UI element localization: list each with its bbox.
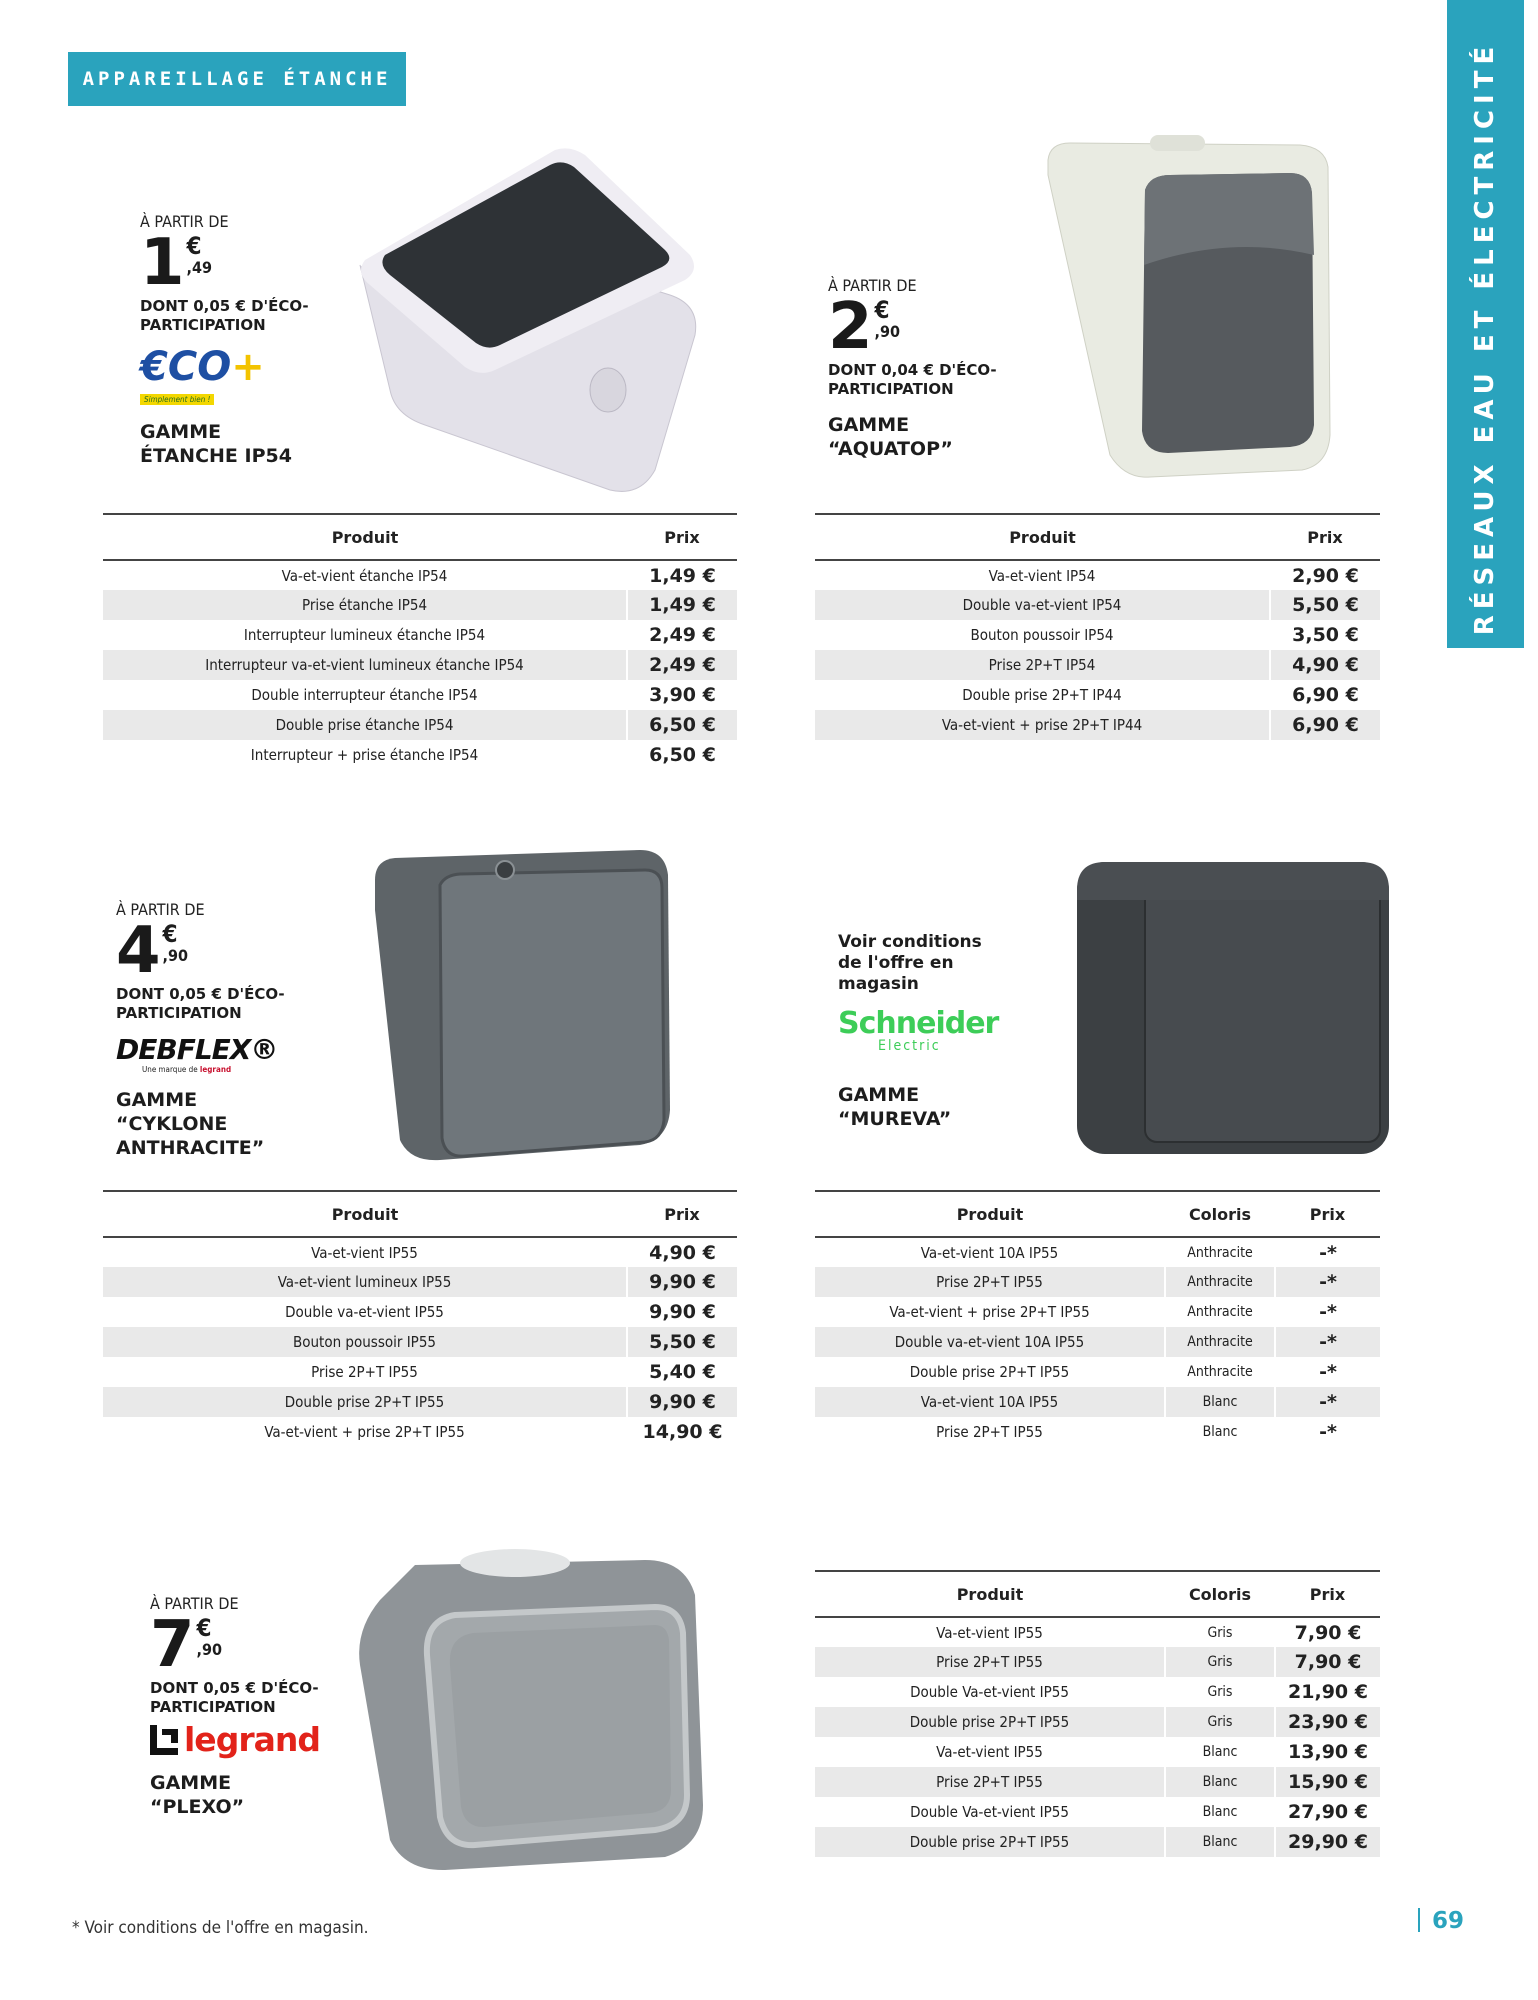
promo-price	[140, 226, 340, 300]
table-header-row	[103, 514, 737, 560]
price-integer: 2	[828, 290, 873, 364]
cell-product: Prise étanche IP54	[103, 590, 627, 620]
cell-product: Prise 2P+T IP55	[936, 1423, 1043, 1441]
table-row	[815, 710, 1380, 740]
table-row	[815, 1267, 1380, 1297]
side-category-band	[1447, 0, 1524, 648]
promo-price	[828, 290, 1028, 364]
table-row	[103, 710, 737, 740]
cell-price: -*	[1275, 1297, 1380, 1327]
col-header-price: Prix	[1275, 1571, 1380, 1617]
table-row	[815, 1297, 1380, 1327]
cell-price: 29,90 €	[1275, 1827, 1380, 1857]
table-row	[103, 1357, 737, 1387]
cell-price: 1,49 €	[627, 590, 737, 620]
cell-product: Va-et-vient IP55	[936, 1743, 1043, 1761]
cell-price: 6,90 €	[1270, 680, 1380, 710]
table-row	[815, 1797, 1380, 1827]
cyklone-price-table	[103, 1190, 737, 1447]
table-row	[815, 590, 1380, 620]
table-body	[815, 1237, 1380, 1447]
cell-product: Va-et-vient lumineux IP55	[103, 1267, 627, 1297]
cell-price: 14,90 €	[627, 1417, 737, 1447]
table-row	[103, 1387, 737, 1417]
table-row	[815, 680, 1380, 710]
cell-product: Interrupteur va-et-vient lumineux étanche IP54	[103, 650, 627, 680]
table-row	[103, 1417, 737, 1447]
eco-logo-plus: +	[231, 344, 265, 390]
cell-color: Blanc	[1165, 1767, 1275, 1797]
cyklone-switch-image	[370, 840, 700, 1170]
table-row	[103, 1237, 737, 1267]
legrand-logo-word: legrand	[184, 1720, 320, 1759]
cell-product: Double prise 2P+T IP55	[815, 1707, 1165, 1737]
from-label: À PARTIR DE	[116, 900, 205, 919]
col-header-product: Produit	[815, 1571, 1165, 1617]
cell-price: 13,90 €	[1275, 1737, 1380, 1767]
from-label: À PARTIR DE	[828, 276, 917, 295]
price-integer: 4	[116, 914, 161, 988]
cell-price: 3,90 €	[627, 680, 737, 710]
cell-product: Bouton poussoir IP54	[970, 626, 1114, 644]
table-header-row	[815, 514, 1380, 560]
col-header-color: Coloris	[1165, 1571, 1275, 1617]
cell-product: Va-et-vient + prise 2P+T IP55	[889, 1303, 1090, 1321]
cell-color: Gris	[1165, 1707, 1275, 1737]
cell-product: Va-et-vient + prise 2P+T IP44	[815, 710, 1270, 740]
price-currency: €	[186, 232, 202, 260]
cell-price: 9,90 €	[627, 1267, 737, 1297]
aquatop-switch-image	[1040, 135, 1340, 485]
cell-price: -*	[1275, 1417, 1380, 1447]
cell-product: Double prise 2P+T IP55	[815, 1827, 1165, 1857]
cell-color: Anthracite	[1165, 1267, 1275, 1297]
table-body	[103, 1237, 737, 1447]
col-header-product: Produit	[815, 514, 1270, 560]
table-row	[815, 560, 1380, 590]
footnote: * Voir conditions de l'offre en magasin.	[72, 1918, 369, 1938]
schneider-logo-word: Schneider	[838, 1006, 999, 1041]
cell-price: 6,50 €	[627, 710, 737, 740]
price-currency: €	[874, 296, 890, 324]
ip54-switch-image	[350, 145, 700, 495]
cell-price: 4,90 €	[1270, 650, 1380, 680]
eco-participation: DONT 0,05 € D'ÉCO-PARTICIPATION	[140, 297, 309, 334]
cell-product: Va-et-vient 10A IP55	[815, 1387, 1165, 1417]
table-row	[815, 1677, 1380, 1707]
cell-product: Double prise étanche IP54	[103, 710, 627, 740]
table-row	[815, 1737, 1380, 1767]
cell-product: Double va-et-vient IP54	[815, 590, 1270, 620]
section-tag: APPAREILLAGE ÉTANCHE	[68, 52, 406, 106]
cell-price: 4,90 €	[627, 1237, 737, 1267]
promo-cyklone	[116, 900, 316, 1160]
debflex-logo-word: DEBFLEX®	[116, 1033, 278, 1066]
cell-product: Prise 2P+T IP55	[815, 1767, 1165, 1797]
cell-color: Anthracite	[1165, 1327, 1275, 1357]
cell-color: Blanc	[1165, 1417, 1275, 1447]
price-currency: €	[162, 920, 178, 948]
cell-price: 6,90 €	[1270, 710, 1380, 740]
table-row	[815, 1237, 1380, 1267]
promo-price	[116, 914, 316, 988]
aquatop-price-table	[815, 513, 1380, 740]
price-currency: €	[196, 1614, 212, 1642]
table-row	[103, 1327, 737, 1357]
cell-product: Double Va-et-vient IP55	[910, 1683, 1069, 1701]
table-header-row	[815, 1571, 1380, 1617]
eco-participation: DONT 0,04 € D'ÉCO-PARTICIPATION	[828, 361, 997, 398]
eco-logo-word: €CO	[140, 344, 232, 390]
col-header-price: Prix	[1270, 514, 1380, 560]
price-decimals: ,90	[196, 1640, 223, 1659]
cell-price: 7,90 €	[1275, 1647, 1380, 1677]
mureva-price-table	[815, 1190, 1380, 1447]
col-header-color: Coloris	[1165, 1191, 1275, 1237]
table-row	[103, 1297, 737, 1327]
schneider-logo-sub: Electric	[878, 1038, 941, 1054]
table-row	[815, 1617, 1380, 1647]
page-number-divider	[1418, 1908, 1420, 1932]
table-body	[815, 560, 1380, 740]
col-header-product: Produit	[103, 514, 627, 560]
cell-color: Blanc	[1165, 1797, 1275, 1827]
table-row	[815, 1327, 1380, 1357]
col-header-product: Produit	[815, 1191, 1165, 1237]
table-row	[815, 1707, 1380, 1737]
range-name: GAMME ÉTANCHE IP54	[140, 421, 292, 467]
range-name: GAMME “PLEXO”	[150, 1772, 245, 1818]
range-name: GAMME “MUREVA”	[838, 1084, 952, 1130]
price-decimals: ,90	[874, 322, 901, 341]
cell-product: Double prise 2P+T IP55	[909, 1363, 1070, 1381]
table-row	[103, 740, 737, 770]
price-integer: 1	[140, 226, 185, 300]
table-body	[103, 560, 737, 770]
promo-mureva	[838, 932, 998, 1131]
cell-price: 7,90 €	[1275, 1617, 1380, 1647]
table-row	[103, 590, 737, 620]
range-name: GAMME “AQUATOP”	[828, 414, 953, 460]
promo-price	[150, 1608, 350, 1682]
from-label: À PARTIR DE	[150, 1594, 239, 1613]
price-decimals: ,90	[162, 946, 189, 965]
cell-product: Bouton poussoir IP55	[103, 1327, 627, 1357]
eco-plus-logo	[140, 344, 265, 406]
cell-price: 23,90 €	[1275, 1707, 1380, 1737]
promo-plexo	[150, 1594, 350, 1819]
price-integer: 7	[150, 1608, 195, 1682]
cell-color: Gris	[1165, 1677, 1275, 1707]
cell-price: -*	[1275, 1387, 1380, 1417]
cell-price: 9,90 €	[627, 1387, 737, 1417]
table-row	[103, 620, 737, 650]
cell-price: 5,50 €	[1270, 590, 1380, 620]
cell-price: 9,90 €	[627, 1297, 737, 1327]
table-row	[815, 620, 1380, 650]
cell-product: Va-et-vient IP55	[311, 1243, 418, 1262]
cell-product: Double va-et-vient 10A IP55	[815, 1327, 1165, 1357]
cell-price: -*	[1275, 1357, 1380, 1387]
cell-product: Va-et-vient 10A IP55	[920, 1243, 1059, 1262]
eco-logo-tagline: Simplement bien !	[140, 394, 214, 405]
side-category-label: RÉSEAUX EAU ET ÉLECTRICITÉ	[1470, 40, 1500, 636]
cell-color: Gris	[1165, 1617, 1275, 1647]
cell-price: 2,49 €	[627, 650, 737, 680]
col-header-price: Prix	[627, 514, 737, 560]
plexo-price-table	[815, 1570, 1380, 1857]
eco-participation: DONT 0,05 € D'ÉCO-PARTICIPATION	[116, 985, 285, 1022]
cell-product: Prise 2P+T IP54	[815, 650, 1270, 680]
cell-color: Blanc	[1165, 1827, 1275, 1857]
cell-price: 2,49 €	[627, 620, 737, 650]
cell-color: Gris	[1165, 1647, 1275, 1677]
table-row	[815, 1767, 1380, 1797]
cell-price: 5,50 €	[627, 1327, 737, 1357]
cell-product: Va-et-vient IP55	[936, 1623, 1043, 1642]
cell-product: Double Va-et-vient IP55	[910, 1803, 1069, 1821]
legrand-mark-icon	[150, 1725, 178, 1755]
cell-product: Prise 2P+T IP55	[311, 1363, 418, 1381]
range-name: GAMME “CYKLONE ANTHRACITE”	[116, 1089, 265, 1159]
cell-product: Interrupteur lumineux étanche IP54	[243, 626, 486, 644]
table-row	[815, 1387, 1380, 1417]
cell-product: Prise 2P+T IP55	[815, 1647, 1165, 1677]
table-header-row	[815, 1191, 1380, 1237]
cell-price: -*	[1275, 1327, 1380, 1357]
table-row	[815, 1827, 1380, 1857]
cell-price: 27,90 €	[1275, 1797, 1380, 1827]
col-header-price: Prix	[627, 1191, 737, 1237]
table-header-row	[103, 1191, 737, 1237]
cell-product: Va-et-vient + prise 2P+T IP55	[264, 1423, 465, 1441]
eco-participation: DONT 0,05 € D'ÉCO-PARTICIPATION	[150, 1679, 319, 1716]
schneider-logo	[838, 1006, 999, 1054]
debflex-logo	[116, 1035, 316, 1074]
from-label: À PARTIR DE	[140, 212, 229, 231]
cell-price: -*	[1275, 1267, 1380, 1297]
page-number-value: 69	[1432, 1908, 1465, 1934]
table-row	[815, 1417, 1380, 1447]
promo-ip54	[140, 212, 340, 468]
cell-price: 5,40 €	[627, 1357, 737, 1387]
table-row	[103, 560, 737, 590]
promo-aquatop	[828, 276, 1028, 461]
cell-price: -*	[1275, 1237, 1380, 1267]
table-row	[103, 680, 737, 710]
cell-price: 3,50 €	[1270, 620, 1380, 650]
cell-product: Double interrupteur étanche IP54	[251, 686, 478, 704]
cell-price: 1,49 €	[627, 560, 737, 590]
cell-product: Double prise 2P+T IP55	[103, 1387, 627, 1417]
cell-product: Interrupteur + prise étanche IP54	[250, 746, 479, 764]
table-row	[103, 650, 737, 680]
table-row	[815, 1647, 1380, 1677]
cell-product: Double prise 2P+T IP44	[962, 686, 1122, 704]
table-row	[815, 1357, 1380, 1387]
debflex-logo-tagline: Une marque de	[142, 1065, 200, 1074]
offer-note: Voir conditions de l'offre en magasin	[838, 932, 982, 994]
price-decimals: ,49	[186, 258, 213, 277]
cell-product: Prise 2P+T IP55	[815, 1267, 1165, 1297]
table-body	[815, 1617, 1380, 1857]
cell-color: Anthracite	[1165, 1357, 1275, 1387]
mureva-switch-image	[1075, 860, 1395, 1160]
cell-product: Double va-et-vient IP55	[285, 1303, 444, 1321]
page-number	[1418, 1908, 1464, 1934]
table-row	[815, 650, 1380, 680]
col-header-product: Produit	[103, 1191, 627, 1237]
cell-product: Va-et-vient IP54	[988, 566, 1096, 585]
cell-price: 21,90 €	[1275, 1677, 1380, 1707]
table-row	[103, 1267, 737, 1297]
col-header-price: Prix	[1275, 1191, 1380, 1237]
cell-product: Va-et-vient étanche IP54	[281, 566, 448, 585]
ip54-price-table	[103, 513, 737, 770]
cell-color: Anthracite	[1165, 1237, 1275, 1267]
cell-price: 15,90 €	[1275, 1767, 1380, 1797]
cell-price: 2,90 €	[1270, 560, 1380, 590]
cell-color: Blanc	[1165, 1387, 1275, 1417]
legrand-logo	[150, 1720, 350, 1759]
plexo-switch-image	[355, 1545, 710, 1875]
cell-color: Blanc	[1165, 1737, 1275, 1767]
debflex-logo-parent-brand: legrand	[199, 1065, 232, 1074]
cell-price: 6,50 €	[627, 740, 737, 770]
cell-color: Anthracite	[1165, 1297, 1275, 1327]
